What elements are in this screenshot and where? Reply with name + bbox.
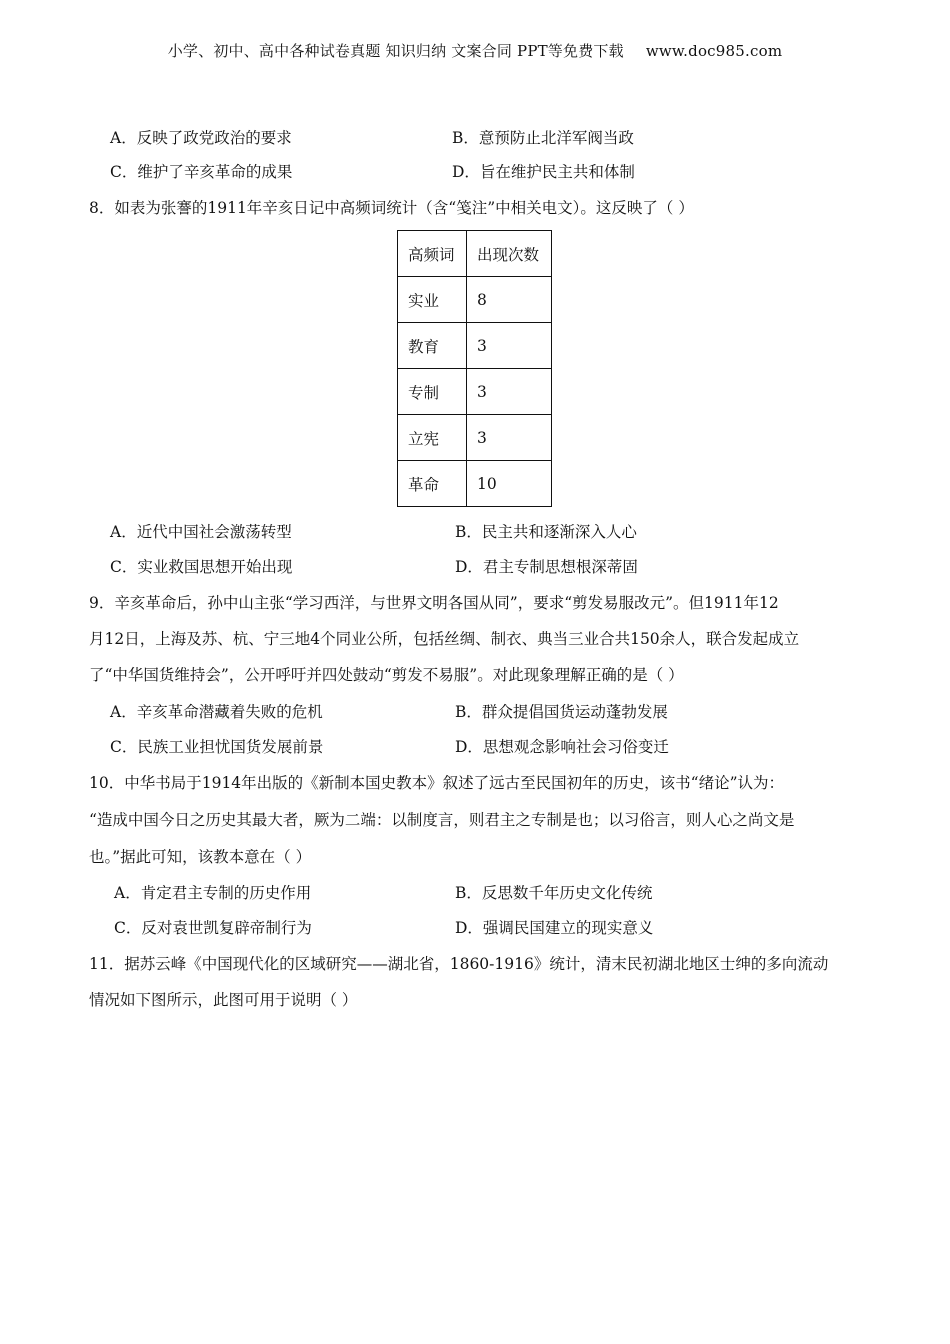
table-row xyxy=(398,461,552,507)
table-header-word: 高频词 xyxy=(398,231,467,277)
q7-option-b[interactable]: B．意预防止北洋军阀当政 xyxy=(452,129,634,147)
table-row xyxy=(398,323,552,369)
q8-option-b[interactable]: B．民主共和逐渐深入人心 xyxy=(455,523,637,541)
q8-stem: 8．如表为张謇的1911年辛亥日记中高频词统计（含“笺注”中相关电文）。这反映了（ ） xyxy=(89,199,694,217)
q11-stem-line-2: 情况如下图所示，此图可用于说明（ ） xyxy=(89,991,358,1009)
q9-option-b[interactable]: B．群众提倡国货运动蓬勃发展 xyxy=(455,703,668,721)
q9-option-d[interactable]: D．思想观念影响社会习俗变迁 xyxy=(455,738,669,756)
page-header xyxy=(0,40,950,61)
q9-stem-line-1: 9．辛亥革命后，孙中山主张“学习西洋，与世界文明各国从同”，要求“剪发易服改元”。但1911年12 xyxy=(89,594,779,612)
q8-option-c[interactable]: C．实业救国思想开始出现 xyxy=(110,558,293,576)
q8-option-d[interactable]: D．君主专制思想根深蒂固 xyxy=(455,558,638,576)
q10-option-d[interactable]: D．强调民国建立的现实意义 xyxy=(455,919,654,937)
q10-option-a[interactable]: A．肯定君主专制的历史作用 xyxy=(114,884,312,902)
q10-stem-line-1: 10．中华书局于1914年出版的《新制本国史教本》叙述了远古至民国初年的历史，该书“绪论”认为： xyxy=(89,774,785,792)
table-cell-count: 10 xyxy=(467,461,552,507)
table-cell-count: 3 xyxy=(467,415,552,461)
q8-option-a[interactable]: A．近代中国社会激荡转型 xyxy=(110,523,292,541)
table-cell-word: 教育 xyxy=(398,323,467,369)
q9-stem-line-3: 了“中华国货维持会”，公开呼吁并四处鼓动“剪发不易服”。对此现象理解正确的是（ ） xyxy=(89,666,684,684)
table-cell-word: 专制 xyxy=(398,369,467,415)
header-text: 小学、初中、高中各种试卷真题 知识归纳 文案合同 PPT等免费下载 xyxy=(167,42,624,60)
table-cell-word: 立宪 xyxy=(398,415,467,461)
q9-option-a[interactable]: A．辛亥革命潜藏着失败的危机 xyxy=(110,703,323,721)
q7-option-a[interactable]: A．反映了政党政治的要求 xyxy=(110,129,292,147)
q10-stem-line-2: “造成中国今日之历史其最大者，厥为二端：以制度言，则君主之专制是也；以习俗言，则人心之尚文是 xyxy=(89,811,795,829)
table-row xyxy=(398,277,552,323)
q7-option-c[interactable]: C．维护了辛亥革命的成果 xyxy=(110,163,293,181)
q11-stem-line-1: 11．据苏云峰《中国现代化的区域研究——湖北省，1860-1916》统计，清末民初湖北地区士绅的多向流动 xyxy=(89,955,829,973)
q10-option-b[interactable]: B．反思数千年历史文化传统 xyxy=(455,884,653,902)
table-row xyxy=(398,415,552,461)
q9-stem-line-2: 月12日，上海及苏、杭、宁三地4个同业公所，包括丝绸、制衣、典当三业合共150余人，联合发起成立 xyxy=(89,630,800,648)
table-cell-count: 8 xyxy=(467,277,552,323)
q10-stem-line-3: 也。”据此可知，该教本意在（ ） xyxy=(89,848,312,866)
q8-frequency-table xyxy=(397,230,552,507)
q10-option-c[interactable]: C．反对袁世凯复辟帝制行为 xyxy=(114,919,312,937)
header-site-link[interactable]: www.doc985.com xyxy=(645,42,783,60)
table-cell-word: 革命 xyxy=(398,461,467,507)
table-header-row xyxy=(398,231,552,277)
table-row xyxy=(398,369,552,415)
q7-option-d[interactable]: D．旨在维护民主共和体制 xyxy=(452,163,635,181)
table-cell-word: 实业 xyxy=(398,277,467,323)
q9-option-c[interactable]: C．民族工业担忧国货发展前景 xyxy=(110,738,324,756)
table-cell-count: 3 xyxy=(467,323,552,369)
table-header-count: 出现次数 xyxy=(467,231,552,277)
table-cell-count: 3 xyxy=(467,369,552,415)
